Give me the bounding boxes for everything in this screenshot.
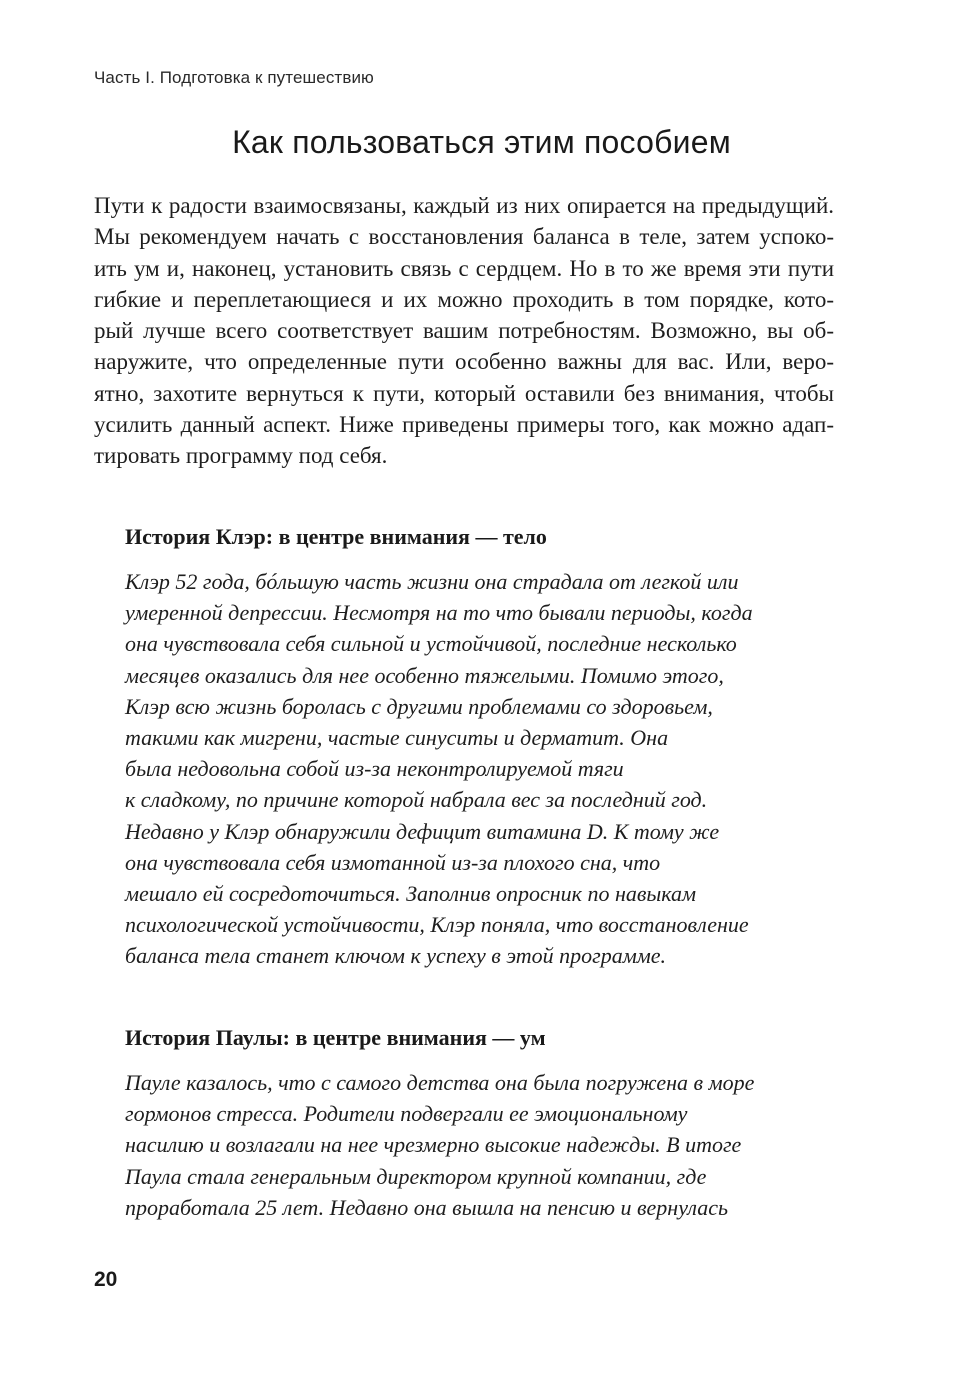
story-line: к сладкому, по причине которой набрала вес за последний год.	[125, 787, 708, 813]
intro-line: Мы рекомендуем начать с восстановления баланса в теле, затем успоко-	[94, 224, 834, 250]
story-line: она чувствовала себя измотанной из-за плохого сна, что	[125, 849, 661, 875]
story-line: проработала 25 лет. Недавно она вышла на пенсию и вернулась	[125, 1194, 729, 1220]
story-line: насилию и возлагали на нее чрезмерно высокие надежды. В итоге	[125, 1132, 742, 1158]
page-number: 20	[94, 1268, 118, 1291]
story-text	[125, 566, 805, 972]
intro-line: гибкие и переплетающиеся и их можно проходить в том порядке, кото-	[94, 286, 834, 312]
story-line: умеренной депрессии. Несмотря на то что бывали периоды, когда	[125, 600, 753, 626]
story-line: Пауле казалось, что с самого детства она была погружена в море	[125, 1070, 755, 1095]
intro-line: усилить данный аспект. Ниже приведены примеры того, как можно адап-	[94, 412, 834, 438]
story-line: гормонов стресса. Родители подвергали ее эмоциональному	[125, 1101, 688, 1127]
chapter-title: Как пользоваться этим пособием	[232, 124, 731, 160]
story-title: История Паулы: в центре внимания — ум	[125, 1025, 546, 1050]
story-title: История Клэр: в центре внимания — тело	[125, 524, 547, 549]
intro-line: наружите, что определенные пути особенно важны для вас. Или, веро-	[94, 349, 834, 375]
story-line: Паула стала генеральным директором крупной компании, где	[125, 1163, 707, 1189]
intro-line: ятно, захотите вернуться к пути, который оставили без внимания, чтобы	[94, 380, 834, 406]
running-header: Часть I. Подготовка к путешествию	[94, 68, 374, 87]
intro-line: рый лучше всего соответствует вашим потребностям. Возможно, вы об-	[94, 318, 834, 344]
story-text	[125, 1067, 805, 1223]
story-line: баланса тела станет ключом к успеху в этой программе.	[125, 943, 667, 969]
intro-line: Пути к радости взаимосвязаны, каждый из них опирается на предыдущий.	[94, 193, 834, 218]
story-paula	[125, 1022, 805, 1223]
story-line: она чувствовала себя сильной и устойчивой, последние несколько	[125, 631, 737, 657]
story-claire	[125, 521, 805, 972]
story-line: мешало ей сосредоточиться. Заполнив опросник по навыкам	[125, 881, 697, 907]
story-line: Клэр 52 года, бóльшую часть жизни она страдала от легкой или	[125, 569, 739, 594]
story-line: такими как мигрени, частые синуситы и дерматит. Она	[125, 725, 669, 751]
story-line: Клэр всю жизнь боролась с другими проблемами со здоровьем,	[125, 693, 713, 719]
story-line: психологической устойчивости, Клэр поняла, что восстановление	[125, 912, 749, 938]
intro-paragraph	[94, 190, 834, 472]
story-line: Недавно у Клэр обнаружили дефицит витамина D. К тому же	[125, 818, 720, 844]
story-line: была недовольна собой из-за неконтролируемой тяги	[125, 756, 624, 782]
intro-line: ить ум и, наконец, установить связь с сердцем. Но в то же время эти пути	[94, 255, 834, 281]
intro-line: тировать программу под себя.	[94, 443, 388, 469]
story-line: месяцев оказались для нее особенно тяжелыми. Помимо этого,	[125, 662, 724, 688]
